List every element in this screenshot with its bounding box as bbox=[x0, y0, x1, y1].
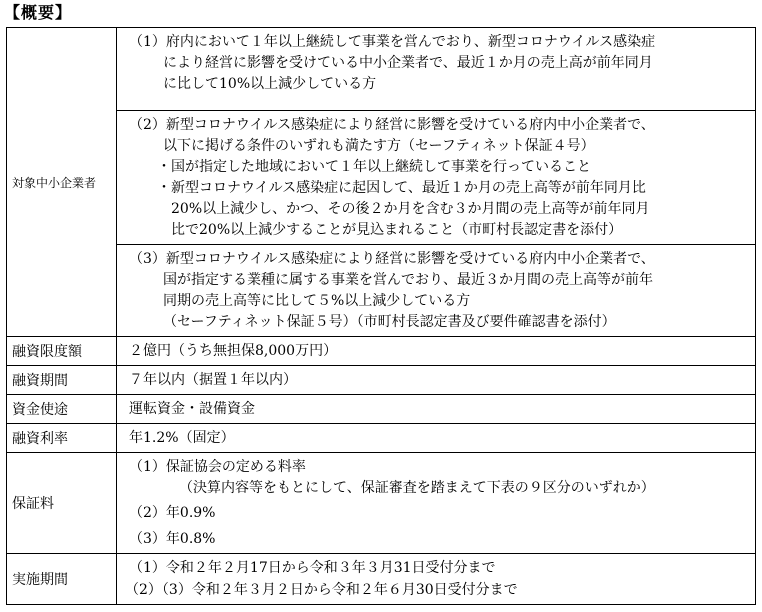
rate-cell bbox=[117, 424, 756, 453]
implementation-row bbox=[7, 554, 756, 605]
fee-content bbox=[117, 453, 756, 554]
period-label: 融資期間 bbox=[7, 366, 117, 395]
fee-item-1 bbox=[117, 453, 755, 503]
fee-item-3: （3）年0.8% bbox=[129, 531, 216, 547]
implementation-line-1: （1）令和２年２月17日から令和３年３月31日受付分まで bbox=[129, 560, 496, 576]
text-line: （2）新型コロナウイルス感染症により経営に影響を受けている府内中小企業者で、 bbox=[129, 117, 655, 133]
rate-row bbox=[7, 424, 756, 453]
text-line: （1）府内において１年以上継続して事業を営んでおり、新型コロナウイルス感染症 bbox=[129, 34, 656, 50]
target-content bbox=[117, 28, 756, 337]
period-cell bbox=[117, 366, 756, 395]
implementation-line-2: （2）（3）令和２年３月２日から令和２年６月30日受付分まで bbox=[125, 582, 518, 598]
use-value: 運転資金・設備資金 bbox=[129, 401, 255, 417]
period-value: ７年以内（据置１年以内） bbox=[129, 372, 297, 388]
target-item-3 bbox=[117, 244, 755, 336]
text-line: 20%以上減少し、かつ、その後２か月を含む３か月間の売上高等が前年同月 bbox=[171, 201, 650, 217]
target-label: 対象中小企業者 bbox=[7, 28, 117, 337]
implementation-content bbox=[117, 554, 756, 605]
text-line: 国が指定する業種に属する事業を営んでおり、最近３か月間の売上高等が前年 bbox=[163, 272, 653, 288]
use-cell bbox=[117, 395, 756, 424]
limit-label: 融資限度額 bbox=[7, 337, 117, 366]
text-line: （3）新型コロナウイルス感染症により経営に影響を受けている府内中小企業者で、 bbox=[129, 251, 655, 267]
period-row bbox=[7, 366, 756, 395]
text-line: （セーフティネット保証５号）（市町村長認定書及び要件確認書を添付） bbox=[163, 314, 616, 330]
use-row bbox=[7, 395, 756, 424]
text-line: により経営に影響を受けている中小企業者で、最近１か月の売上高が前年同月 bbox=[163, 55, 653, 71]
rate-label: 融資利率 bbox=[7, 424, 117, 453]
limit-cell bbox=[117, 337, 756, 366]
rate-value: 年1.2%（固定） bbox=[129, 430, 235, 446]
target-row bbox=[7, 28, 756, 337]
text-line: に比して10%以上減少している方 bbox=[163, 76, 377, 92]
target-item-1 bbox=[117, 28, 755, 110]
section-heading: 【概要】 bbox=[4, 3, 73, 22]
use-label: 資金使途 bbox=[7, 395, 117, 424]
text-line: 同期の売上高等に比して５%以上減少している方 bbox=[163, 293, 471, 309]
limit-row bbox=[7, 337, 756, 366]
target-item-2 bbox=[117, 110, 755, 244]
text-line: （決算内容等をもとにして、保証審査を踏まえて下表の９区分のいずれか） bbox=[179, 480, 655, 496]
fee-row bbox=[7, 453, 756, 554]
text-line: （1）保証協会の定める料率 bbox=[129, 459, 306, 475]
implementation-label: 実施期間 bbox=[7, 554, 117, 605]
bullet-item: ・新型コロナウイルス感染症に起因して、最近１か月の売上高等が前年同月比 bbox=[157, 180, 646, 196]
summary-table bbox=[6, 27, 756, 605]
fee-item-2: （2）年0.9% bbox=[129, 505, 216, 521]
text-line: 以下に掲げる条件のいずれも満たす方（セーフティネット保証４号） bbox=[163, 138, 595, 154]
fee-label: 保証料 bbox=[7, 453, 117, 554]
limit-value: ２億円（うち無担保8,000万円） bbox=[129, 343, 338, 359]
text-line: 比で20%以上減少することが見込まれること（市町村長認定書を添付） bbox=[171, 222, 623, 238]
bullet-item: ・国が指定した地域において１年以上継続して事業を行っていること bbox=[157, 159, 591, 175]
